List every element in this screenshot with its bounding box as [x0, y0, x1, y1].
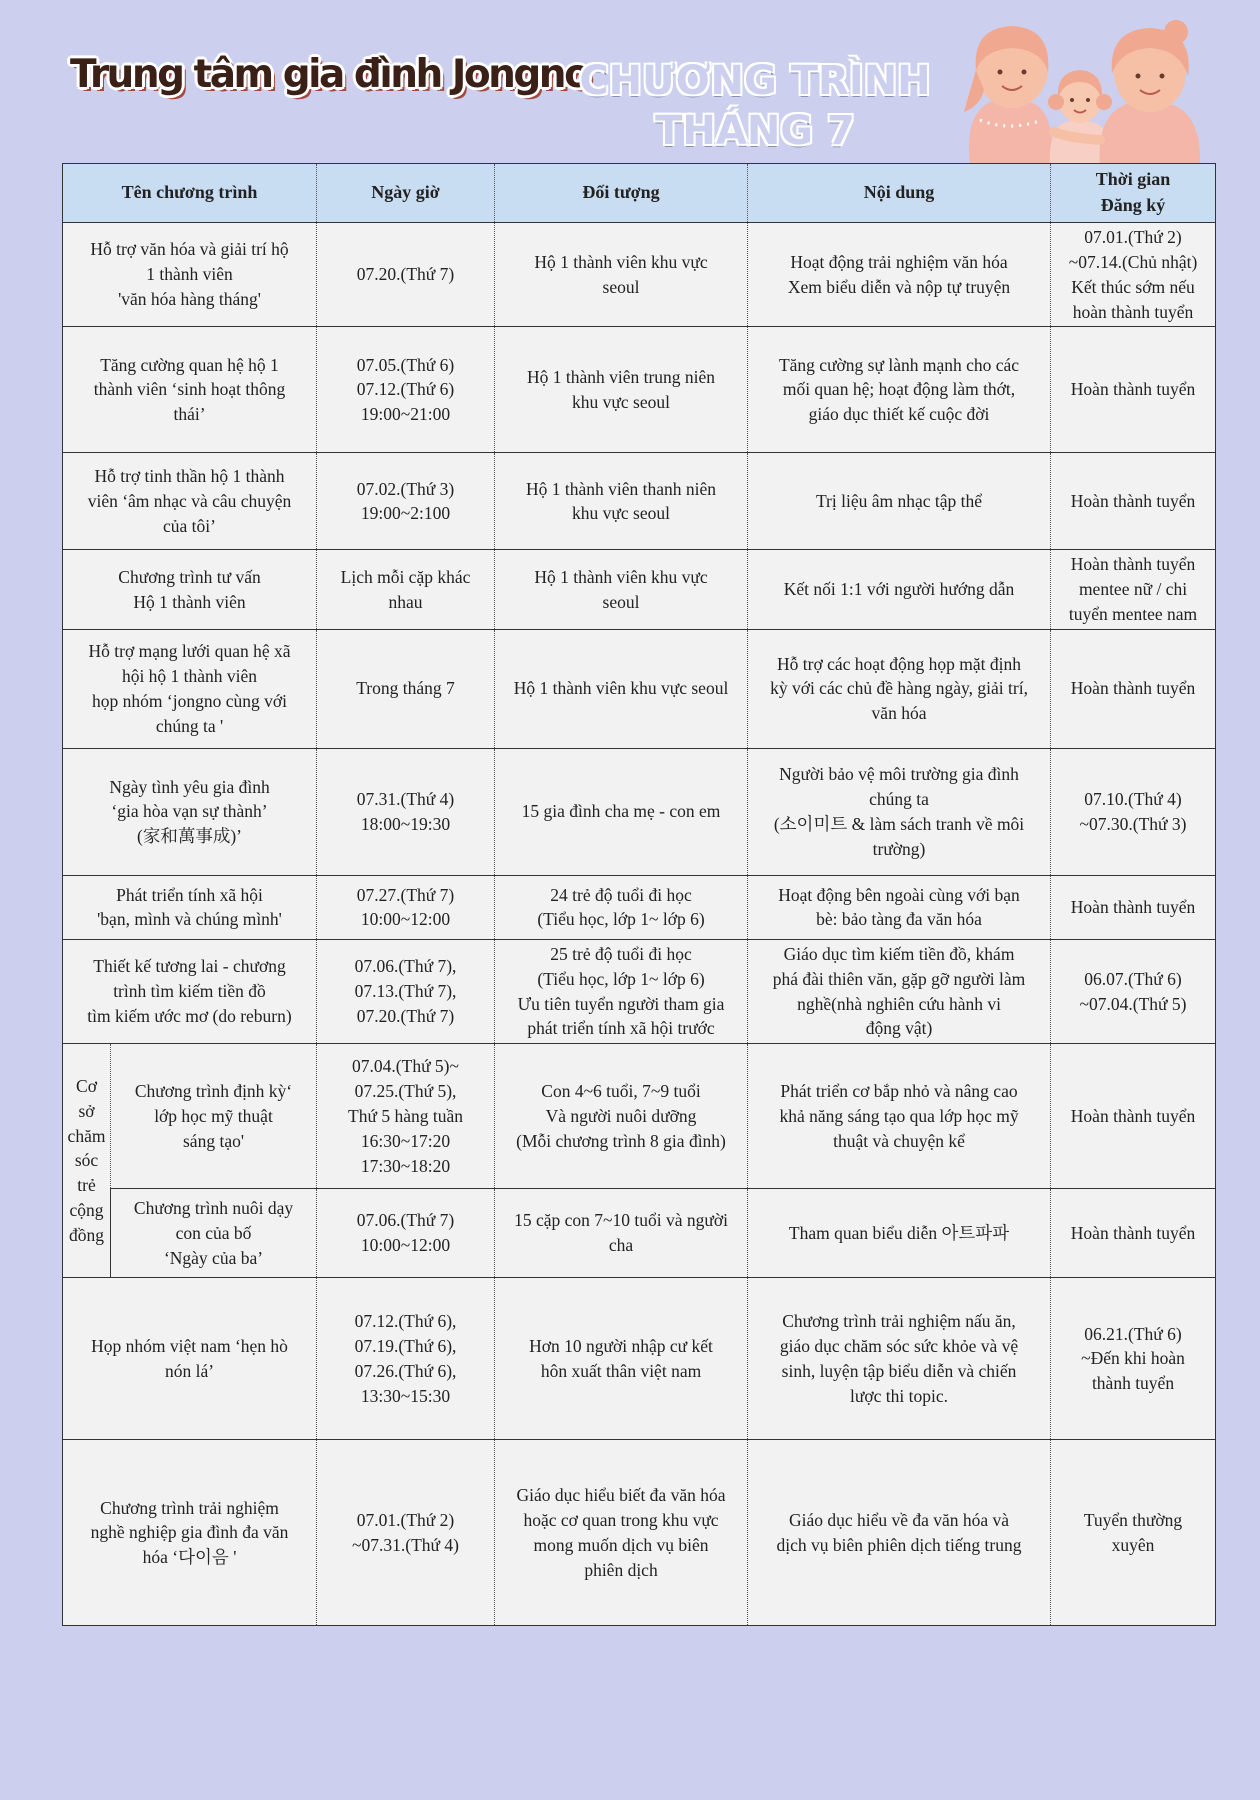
program-date: Lịch mỗi cặp khác nhau [317, 550, 495, 630]
program-content: Phát triển cơ bắp nhỏ và nâng cao khả năng sáng tạo qua lớp học mỹ thuật và chuyện kể [748, 1044, 1051, 1189]
program-target: 25 trẻ độ tuổi đi học (Tiểu học, lớp 1~ lớp 6) Ưu tiên tuyển người tham gia phát triển tính xã hội trước [495, 939, 748, 1043]
program-registration: Hoàn thành tuyển [1051, 875, 1216, 939]
table-row [63, 223, 1216, 327]
program-registration: Hoàn thành tuyển [1051, 629, 1216, 748]
program-target: Con 4~6 tuổi, 7~9 tuổi Và người nuôi dưỡng (Mỗi chương trình 8 gia đình) [495, 1044, 748, 1189]
program-name: Tăng cường quan hệ hộ 1 thành viên ‘sinh hoạt thông thái’ [63, 327, 317, 453]
program-date: 07.01.(Thứ 2) ~07.31.(Thứ 4) [317, 1440, 495, 1626]
program-name: Ngày tình yêu gia đình ‘gia hòa vạn sự thành’ (家和萬事成)’ [63, 748, 317, 875]
program-target: Hộ 1 thành viên trung niên khu vực seoul [495, 327, 748, 453]
program-date: 07.12.(Thứ 6), 07.19.(Thứ 6), 07.26.(Thứ 6), 13:30~15:30 [317, 1278, 495, 1440]
program-name: Hỗ trợ văn hóa và giải trí hộ 1 thành viên 'văn hóa hàng tháng' [63, 223, 317, 327]
program-date: 07.31.(Thứ 4) 18:00~19:30 [317, 748, 495, 875]
page-title [560, 56, 950, 156]
program-content: Tăng cường sự lành mạnh cho các mối quan hệ; hoạt động làm thớt, giáo dục thiết kế cuộc đời [748, 327, 1051, 453]
program-content: Hoạt động trải nghiệm văn hóa Xem biểu diễn và nộp tự truyện [748, 223, 1051, 327]
program-name: Họp nhóm việt nam ‘hẹn hò nón lá’ [63, 1278, 317, 1440]
table-row [63, 748, 1216, 875]
program-content: Kết nối 1:1 với người hướng dẫn [748, 550, 1051, 630]
program-content: Chương trình trải nghiệm nấu ăn, giáo dục chăm sóc sức khỏe và vệ sinh, luyện tập biểu diễn và chiến lược thi topic. [748, 1278, 1051, 1440]
program-date: 07.02.(Thứ 3) 19:00~2:100 [317, 453, 495, 550]
group-label: Cơ sở chăm sóc trẻ cộng đồng [63, 1044, 111, 1278]
program-registration: 06.21.(Thứ 6) ~Đến khi hoàn thành tuyển [1051, 1278, 1216, 1440]
program-target: 15 cặp con 7~10 tuổi và người cha [495, 1189, 748, 1278]
program-name: Thiết kế tương lai - chương trình tìm kiếm tiền đồ tìm kiếm ước mơ (do reburn) [63, 939, 317, 1043]
program-registration: 07.01.(Thứ 2) ~07.14.(Chủ nhật) Kết thúc sớm nếu hoàn thành tuyển [1051, 223, 1216, 327]
table-row [63, 1278, 1216, 1440]
program-name: Chương trình trải nghiệm nghề nghiệp gia đình đa văn hóa ‘다이음 ' [63, 1440, 317, 1626]
header-program-name: Tên chương trình [63, 164, 317, 223]
program-registration: Hoàn thành tuyển [1051, 453, 1216, 550]
program-content: Người bảo vệ môi trường gia đình chúng ta (소이미트 & làm sách tranh về môi trường) [748, 748, 1051, 875]
program-target: 15 gia đình cha mẹ - con em [495, 748, 748, 875]
program-content: Hoạt động bên ngoài cùng với bạn bè: bảo tàng đa văn hóa [748, 875, 1051, 939]
program-name: Hỗ trợ tinh thần hộ 1 thành viên ‘âm nhạc và câu chuyện của tôi’ [63, 453, 317, 550]
program-registration: 07.10.(Thứ 4) ~07.30.(Thứ 3) [1051, 748, 1216, 875]
program-target: Giáo dục hiểu biết đa văn hóa hoặc cơ quan trong khu vực mong muốn dịch vụ biên phiên dịch [495, 1440, 748, 1626]
program-target: Hộ 1 thành viên khu vực seoul [495, 550, 748, 630]
center-logo: Trung tâm gia đình Jongno [70, 52, 589, 97]
program-date: 07.06.(Thứ 7), 07.13.(Thứ 7), 07.20.(Thứ 7) [317, 939, 495, 1043]
table-row [63, 1440, 1216, 1626]
program-content: Hỗ trợ các hoạt động họp mặt định kỳ với các chủ đề hàng ngày, giải trí, văn hóa [748, 629, 1051, 748]
program-table [62, 163, 1216, 1626]
table-row [63, 327, 1216, 453]
table-row [63, 629, 1216, 748]
table-header-row [63, 164, 1216, 223]
program-name: Chương trình tư vấn Hộ 1 thành viên [63, 550, 317, 630]
program-registration: Tuyển thường xuyên [1051, 1440, 1216, 1626]
header-date-time: Ngày giờ [317, 164, 495, 223]
program-date: Trong tháng 7 [317, 629, 495, 748]
mother-figure [964, 26, 1052, 165]
program-target: Hộ 1 thành viên khu vực seoul [495, 629, 748, 748]
title-line-1: CHƯƠNG TRÌNH [579, 58, 931, 104]
table-row [63, 453, 1216, 550]
table-row [63, 1044, 1216, 1189]
program-target: 24 trẻ độ tuổi đi học (Tiểu học, lớp 1~ lớp 6) [495, 875, 748, 939]
family-illustration [950, 20, 1220, 165]
header-content: Nội dung [748, 164, 1051, 223]
table-row [63, 875, 1216, 939]
program-name: Chương trình định kỳ‘ lớp học mỹ thuật sáng tạo' [111, 1044, 317, 1189]
program-date: 07.04.(Thứ 5)~ 07.25.(Thứ 5), Thứ 5 hàng tuần 16:30~17:20 17:30~18:20 [317, 1044, 495, 1189]
program-registration: Hoàn thành tuyển [1051, 1044, 1216, 1189]
header-registration: Thời gian Đăng ký [1051, 164, 1216, 223]
program-target: Hộ 1 thành viên khu vực seoul [495, 223, 748, 327]
header-target: Đối tượng [495, 164, 748, 223]
program-content: Giáo dục hiểu về đa văn hóa và dịch vụ biên phiên dịch tiếng trung [748, 1440, 1051, 1626]
program-content: Trị liệu âm nhạc tập thể [748, 453, 1051, 550]
table-row [63, 1189, 1216, 1278]
program-name: Hỗ trợ mạng lưới quan hệ xã hội hộ 1 thành viên họp nhóm ‘jongno cùng với chúng ta ' [63, 629, 317, 748]
program-date: 07.05.(Thứ 6) 07.12.(Thứ 6) 19:00~21:00 [317, 327, 495, 453]
table-row [63, 550, 1216, 630]
program-target: Hộ 1 thành viên thanh niên khu vực seoul [495, 453, 748, 550]
program-date: 07.27.(Thứ 7) 10:00~12:00 [317, 875, 495, 939]
program-date: 07.20.(Thứ 7) [317, 223, 495, 327]
title-line-2: THÁNG 7 [655, 108, 855, 154]
program-content: Giáo dục tìm kiếm tiền đồ, khám phá đài thiên văn, gặp gỡ người làm nghề(nhà nghiên cứu hành vi động vật) [748, 939, 1051, 1043]
program-registration: Hoàn thành tuyển mentee nữ / chi tuyển mentee nam [1051, 550, 1216, 630]
program-name: Phát triển tính xã hội 'bạn, mình và chúng mình' [63, 875, 317, 939]
table-row [63, 939, 1216, 1043]
program-content: Tham quan biểu diễn 아트파파 [748, 1189, 1051, 1278]
program-registration: 06.07.(Thứ 6) ~07.04.(Thứ 5) [1051, 939, 1216, 1043]
program-registration: Hoàn thành tuyển [1051, 327, 1216, 453]
program-date: 07.06.(Thứ 7) 10:00~12:00 [317, 1189, 495, 1278]
program-name: Chương trình nuôi dạy con của bố ‘Ngày của ba’ [111, 1189, 317, 1278]
program-target: Hơn 10 người nhập cư kết hôn xuất thân việt nam [495, 1278, 748, 1440]
program-registration: Hoàn thành tuyển [1051, 1189, 1216, 1278]
